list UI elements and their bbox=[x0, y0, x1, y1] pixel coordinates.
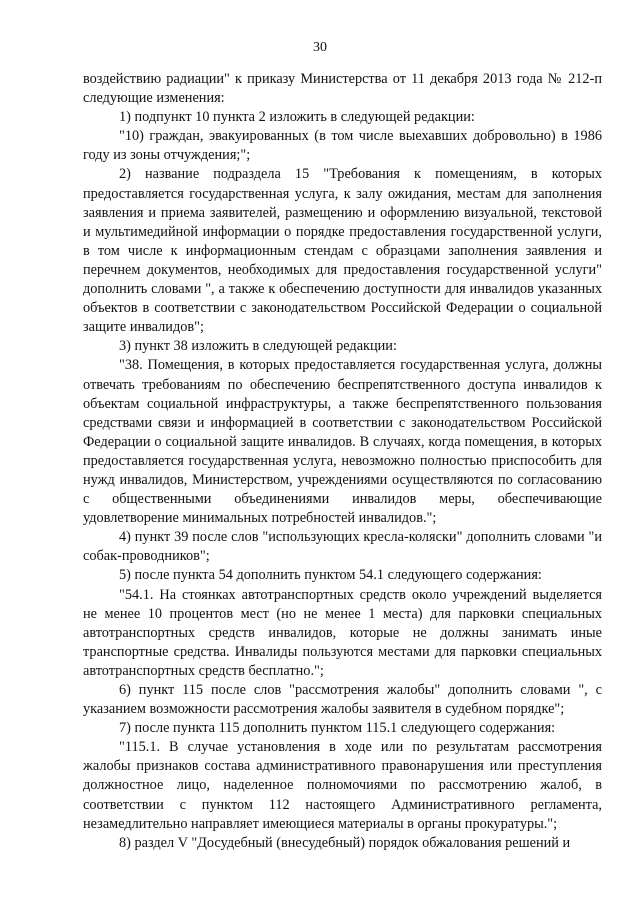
paragraph-item-7: 7) после пункта 115 дополнить пунктом 115.1 следующего содержания: bbox=[119, 720, 556, 737]
document-body bbox=[83, 70, 602, 853]
paragraph-item-2: 2) название подраздела 15 "Требования к помещениям, в которых предоставляется государственная услуга, к залу ожидания, местам для заполнения заявления и приема заявителей, размещению и оформлению визуальной, текстовой и мультимедийной информации о порядке предоставления государственной услуги, в том числе к информационным стендам с образцами заполнения заявления и перечнем документов, необходимых для предоставления государственной услуги" дополнить словами ", а также к обеспечению доступности для инвалидов указанных объектов в соответствии с законодательством Российской Федерации о социальной защите инвалидов"; bbox=[83, 166, 602, 336]
paragraph-item-6: 6) пункт 115 после слов "рассмотрения жалобы" дополнить словами ", с указанием возможности рассмотрения жалобы заявителя в судебном порядке"; bbox=[83, 682, 602, 718]
paragraph-quote-10: "10) граждан, эвакуированных (в том числе выехавших добровольно) в 1986 году из зоны отчуждения;"; bbox=[83, 128, 602, 164]
paragraph-item-3: 3) пункт 38 изложить в следующей редакции: bbox=[119, 338, 397, 355]
paragraph-item-1: 1) подпункт 10 пункта 2 изложить в следующей редакции: bbox=[119, 109, 475, 126]
paragraph-quote-38: "38. Помещения, в которых предоставляется государственная услуга, должны отвечать требованиям по обеспечению беспрепятственного доступа инвалидов к объектам социальной инфраструктуры, а также беспрепятственного пользования средствами связи и информацией в соответствии с законодательством Российской Федерации о социальной защите инвалидов. В случаях, когда помещения, в которых предоставляется государственная услуга, невозможно полностью приспособить для нужд инвалидов, Министерством, учреждениями осуществляются по согласованию с общественными объединениями инвалидов меры, обеспечивающие удовлетворение минимальных потребностей инвалидов."; bbox=[83, 357, 602, 527]
paragraph-quote-115-1: "115.1. В случае установления в ходе или по результатам рассмотрения жалобы признаков состава административного правонарушения или преступления должностное лицо, наделенное полномочиями по рассмотрению жалоб, в соответствии с пунктом 112 настоящего Административного регламента, незамедлительно направляет имеющиеся материалы в органы прокуратуры."; bbox=[83, 739, 602, 832]
paragraph-item-5: 5) после пункта 54 дополнить пунктом 54.1 следующего содержания: bbox=[119, 567, 542, 584]
paragraph-quote-54-1: "54.1. На стоянках автотранспортных средств около учреждений выделяется не менее 10 процентов мест (но не менее 1 места) для парковки специальных автотранспортных средств инвалидов, которые не должны занимать иные транспортные средства. Инвалиды пользуются местами для парковки специальных автотранспортных средств бесплатно."; bbox=[83, 586, 602, 679]
paragraph-intro: воздействию радиации" к приказу Министерства от 11 декабря 2013 года № 212-п следующие изменения: bbox=[83, 71, 602, 107]
paragraph-item-8: 8) раздел V "Досудебный (внесудебный) порядок обжалования решений и bbox=[119, 834, 571, 851]
paragraph-item-4: 4) пункт 39 после слов "использующих кресла-коляски" дополнить словами "и собак-проводников"; bbox=[83, 529, 602, 565]
page-number: 30 bbox=[313, 40, 327, 55]
